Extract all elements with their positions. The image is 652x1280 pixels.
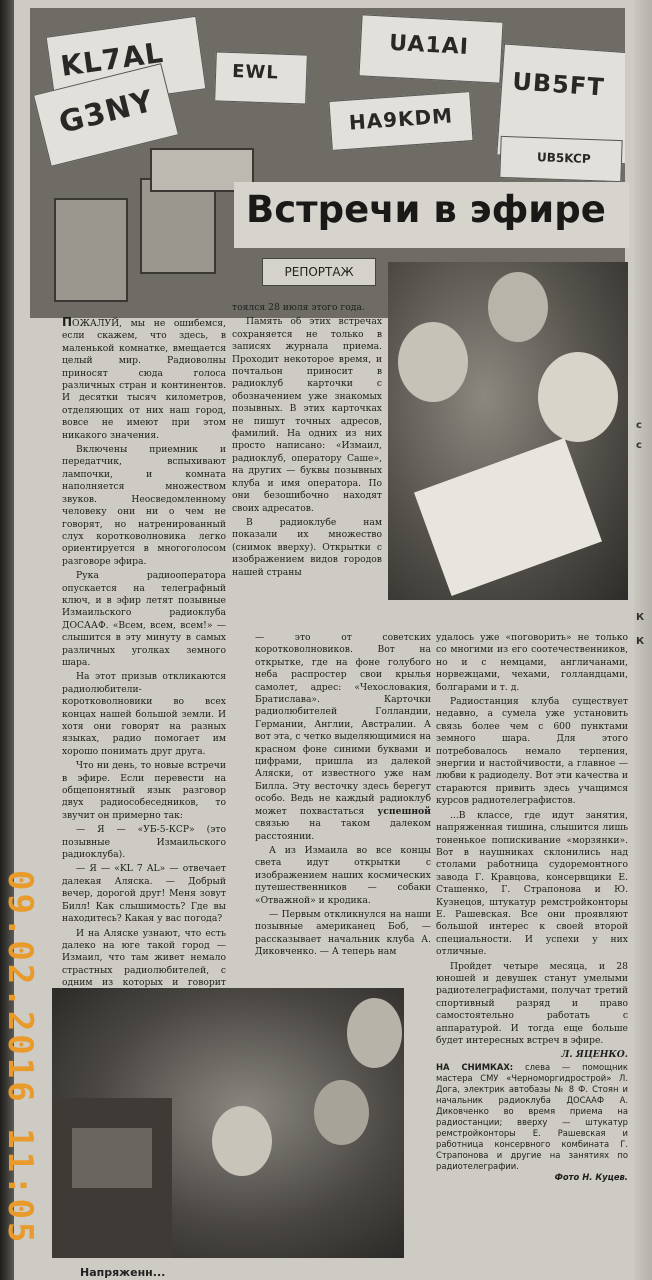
- text-column-4: [436, 632, 628, 1183]
- person-figure: [398, 322, 468, 402]
- paragraph: Пройдет четыре месяца, и 28 юношей и девушек станут умелыми радиотелеграфистами, получат третий спортивный разряд и право самостоятельно работать с аппаратурой. И тогда еще больше будет интересных встреч в эфире.: [436, 960, 628, 1046]
- qsl-callsign: G3NY: [55, 83, 158, 141]
- photo-caption: НА СНИМКАХ: слева — помощник мастера СМУ «Черноморгидрострой» Л. Дога, электрик автобазы № 8 Ф. Стоян и начальник радиоклуба ДОСААФ А. Диковченко во время приема на радиостанции; вверху — штукатур ремстройконторы Е. Рашевская и работница консервного комбината Г. Страпонова и другие на занятиях по радиотелеграфии.: [436, 1061, 628, 1171]
- radio-equipment: [72, 1128, 152, 1188]
- paragraph: — Я — «KL 7 AL» — отвечает далекая Аляска. — Добрый вечер, дорогой друг! Меня зовут Билл! Как слышимость? Где вы находитесь? Какая у вас погода?: [62, 863, 226, 925]
- qsl-callsign: UB5FT: [511, 67, 606, 102]
- photo-credit: Фото Н. Куцев.: [554, 1171, 628, 1182]
- camera-datestamp: 09.02.2016 11:05: [0, 870, 40, 1246]
- paper-sheet: [414, 438, 602, 596]
- qsl-card: [499, 136, 622, 182]
- adjacent-page-edge: К К с с: [634, 0, 652, 1280]
- paragraph: Включены приемник и передатчик, вспыхивают лампочки, и комната наполняется множеством звуков. Неосведомленному человеку они ни о чем не говорят, но натренированный слух коротковолновика легко ориентируется в многоголосом разговоре эфира.: [62, 444, 226, 567]
- paragraph: В радиоклубе нам показали их множество (снимок вверху). Открытки с изображением видов городов нашей страны: [232, 516, 382, 578]
- paragraph: И на Аляске узнают, что есть далеко на юге такой город — Измаил, что там живет немало страстных радиолюбителей, с одним из которых и говорит: [62, 927, 226, 989]
- paragraph: ...В классе, где идут занятия, напряженная тишина, слышится лишь тоненькое попискивание «морзянки». Вот в наушниках склонились над столами работница судоремонтного завода Г. Кравцова, консервщики Е. Сташенко, Г. Страпонова и Ю. Кузнецов, штукатур ремстройконторы Е. Рашевская. Все они проявляют большой интерес к своей второй специальности. И успехи у них отличные.: [436, 809, 628, 958]
- drop-cap: П: [62, 315, 73, 329]
- qsl-callsign: KL7AL: [58, 35, 166, 83]
- stamp-image: [140, 178, 216, 274]
- article-title: Встречи в эфире: [246, 188, 606, 231]
- paragraph: Рука радиооператора опускается на телеграфный ключ, и в эфир летят позывные Измаильского радиоклуба ДОСААФ. «Всем, всем, всем!» — слышится в эту минуту в самых различных уголках земного шара.: [62, 570, 226, 668]
- qsl-card: [328, 91, 473, 151]
- rubric-label: РЕПОРТАЖ: [262, 258, 376, 286]
- paragraph: Память об этих встречах сохраняется не только в записях журнала приема. Проходит некоторое время, и почтальон приносит в радиоклуб карточки с обозначением уже знакомых позывных. В этих карточках не пишут точных адресов, фамилий. На одних из них просто написано: «Измаил, радиоклуб, оператору Саше», на других — буквы позывных клуба и имя оператора. По они безошибочно находят своих адресатов.: [232, 316, 382, 514]
- paragraph: — Первым откликнулся на наши позывные американец Боб, — рассказывает начальник клуба А. Диковченко. — А теперь нам: [255, 908, 431, 958]
- paragraph: ПОЖАЛУЙ, мы не ошибемся, если скажем, что здесь, в маленькой комнатке, вмещается целый мир. Радиоволны приносят сюда голоса различных стран и континентов. И десятки тысяч километров, отделяющих от них наш город, вовсе не имеют при этом никакого значения.: [62, 315, 226, 441]
- person-figure: [538, 352, 618, 442]
- qsl-callsign: EWL: [231, 60, 280, 84]
- next-article-fragment: Напряженн...: [80, 1266, 166, 1279]
- qsl-card: [214, 51, 308, 104]
- author-signature: Л. ЯЦЕНКО.: [561, 1049, 628, 1061]
- qsl-callsign: UA1AI: [388, 30, 470, 60]
- qsl-card: [358, 14, 503, 83]
- text-column-3: [255, 632, 431, 961]
- paragraph: — Я — «УБ-5-КСР» (это позывные Измаильского радиоклуба).: [62, 824, 226, 861]
- person-figure: [347, 998, 402, 1068]
- headline-box: [234, 182, 629, 248]
- person-figure: [488, 272, 548, 342]
- text-column-2: [232, 302, 382, 581]
- paragraph: — это от советских коротковолновиков. Вот на открытке, где на фоне голубого неба распростер свои крылья самолет, адрес: «Чехословакия, Братислава». Карточки радиолюбителей Голландии, Германии, Англии, Австралии. А вот эта, с четко выделяющимися на красном фоне синими буквами и цифрами, пришла из далекой Аляски, от известного уже нам Билла. Эту весточку здесь берегут особо. Ведь не каждый радиоклуб может похвастаться успешной связью на таком далеком расстоянии.: [255, 632, 431, 842]
- person-figure: [314, 1080, 369, 1145]
- person-figure: [212, 1106, 272, 1176]
- qsl-callsign: UB5KCP: [536, 150, 591, 167]
- paragraph: Что ни день, то новые встречи в эфире. Если перевести на общепонятный язык разговор двух радиособеседников, то звучит он примерно так:: [62, 760, 226, 821]
- paragraph: А из Измаила во все концы света идут открытки с изображением наших космических путешественников — собаки «Отважной» и кродика.: [255, 844, 431, 906]
- stamp-image: [54, 198, 128, 302]
- class-photo: [388, 262, 628, 600]
- paragraph: Радиостанция клуба существует недавно, а сумела уже установить связь более чем с 600 пунктами земного шара. Для этого потребовалось немало терпения, энергии и настойчивости, а главное — любви к радиоделу. Вот эти качества и стараются привить здесь учащимся курсов радиотелеграфистов.: [436, 696, 628, 807]
- radio-station-photo: [52, 988, 404, 1258]
- paragraph: удалось уже «поговорить» не только со многими из его соотечественников, но и с немцами, англичанами, норвежцами, чехами, голландцами, болгарами и т. д.: [436, 632, 628, 693]
- paragraph: На этот призыв откликаются радиолюбители-коротковолновики во всех концах нашей большой земли. И хотя они говорят на разных языках, радио помогает им хорошо понимать друг друга.: [62, 671, 226, 757]
- text-column-1: [62, 316, 226, 1016]
- paragraph: тоялся 28 июля этого года.: [232, 302, 365, 313]
- qsl-callsign: HA9KDM: [348, 103, 454, 135]
